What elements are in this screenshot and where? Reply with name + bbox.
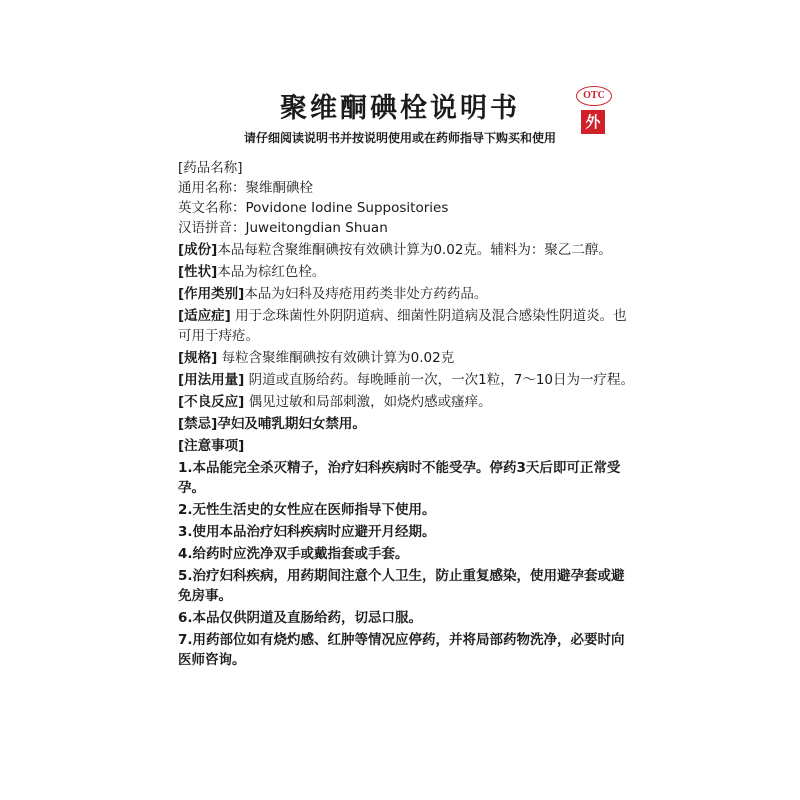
external-use-badge: 外 <box>581 110 605 134</box>
precautions-heading: [注意事项] <box>178 438 245 454</box>
ingredients-label: [成份] <box>178 242 218 258</box>
otc-badge: OTC <box>576 86 612 106</box>
specification-section <box>178 348 638 368</box>
precaution-item: 6.本品仅供阴道及直肠给药，切忌口服。 <box>178 610 423 626</box>
dosage-text: 阴道或直肠给药。每晚睡前一次，一次1粒，7～10日为一疗程。 <box>244 372 634 388</box>
pinyin-name: 汉语拼音：Juweitongdian Shuan <box>178 220 388 236</box>
english-name: 英文名称：Povidone Iodine Suppositories <box>178 200 449 216</box>
leaflet-body <box>178 158 638 670</box>
adverse-reactions-label: [不良反应] <box>178 394 245 410</box>
indications-section <box>178 306 638 346</box>
indications-text: 用于念珠菌性外阴阴道病、细菌性阴道病及混合感染性阴道炎。也可用于痔疮。 <box>178 308 627 344</box>
description-label: [性状] <box>178 264 218 280</box>
dosage-section <box>178 370 638 390</box>
specification-label: [规格] <box>178 350 218 366</box>
ingredients-section <box>178 240 638 260</box>
precaution-item: 3.使用本品治疗妇科疾病时应避开月经期。 <box>178 524 436 540</box>
generic-name: 通用名称：聚维酮碘栓 <box>178 180 313 196</box>
precaution-item: 2.无性生活史的女性应在医师指导下使用。 <box>178 502 436 518</box>
document-title: 聚维酮碘栓说明书 <box>280 93 520 124</box>
indications-label: [适应症] <box>178 308 231 324</box>
adverse-reactions-text: 偶见过敏和局部刺激，如烧灼感或瘙痒。 <box>244 394 492 410</box>
precaution-item: 7.用药部位如有烧灼感、红肿等情况应停药，并将局部药物洗净，必要时向医师咨询。 <box>178 632 625 668</box>
precaution-item: 1.本品能完全杀灭精子，治疗妇科疾病时不能受孕。停药3天后即可正常受孕。 <box>178 460 621 496</box>
document-subtitle: 请仔细阅读说明书并按说明使用或在药师指导下购买和使用 <box>243 131 556 145</box>
category-section <box>178 284 638 304</box>
specification-text: 每粒含聚维酮碘按有效碘计算为0.02克 <box>217 350 455 366</box>
dosage-label: [用法用量] <box>178 372 245 388</box>
adverse-reactions-section <box>178 392 638 412</box>
drug-name-heading: [药品名称] <box>178 160 243 176</box>
category-label: [作用类别] <box>178 286 245 302</box>
category-text: 本品为妇科及痔疮用药类非处方药药品。 <box>244 286 488 302</box>
description-text: 本品为棕红色栓。 <box>217 264 326 280</box>
precaution-item: 5.治疗妇科疾病，用药期间注意个人卫生，防止重复感染，使用避孕套或避免房事。 <box>178 568 625 604</box>
description-section <box>178 262 638 282</box>
contraindications-text: [禁忌]孕妇及哺乳期妇女禁用。 <box>178 416 366 432</box>
ingredients-text: 本品每粒含聚维酮碘按有效碘计算为0.02克。辅料为：聚乙二醇。 <box>217 242 612 258</box>
precaution-item: 4.给药时应洗净双手或戴指套或手套。 <box>178 546 409 562</box>
